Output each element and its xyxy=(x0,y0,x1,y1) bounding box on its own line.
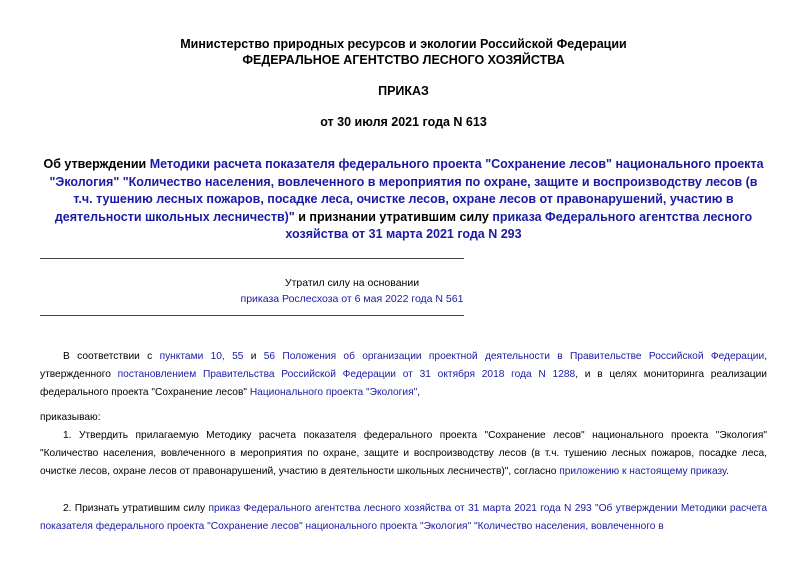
repealed-order-293-link[interactable]: приказ Федерального агентства лесного хозяйства от 31 марта 2021 года N 293 "Об утверждении Методики расчета показателя федерального проекта "Сохранение лесов" национального проекта "Экология" "Количество населения, вовлеченного в xyxy=(40,503,767,533)
document-title xyxy=(40,156,767,244)
methodology-link[interactable]: Методики расчета показателя федерального проекта "Сохранение лесов" национального проекта "Экология" "Количество населения, вовлеченного в мероприятия по охране, защите и воспроизводству лесов (в т.ч. тушению лесных пожаров, посадке леса, очистке лесов, охране лесов от правонарушений, участию в деятельности школьных лесничеств)" xyxy=(49,157,764,224)
national-project-link[interactable]: Национального проекта "Экология" xyxy=(249,387,418,399)
order-word: приказываю: xyxy=(40,412,101,423)
regulation-link[interactable]: 56 Положения об организации проектной деятельности в Правительстве Российской Федерации xyxy=(263,351,765,362)
status-note-text: Утратил силу на основании xyxy=(284,277,420,289)
ministry-name: Министерство природных ресурсов и экологии Российской Федерации xyxy=(180,37,627,51)
preamble-text-4: , и в целях мониторинга реализации федерального проекта "Сохранение лесов" xyxy=(40,369,767,399)
preamble-text-5: , xyxy=(417,387,421,399)
item-1-end: . xyxy=(726,466,729,478)
preamble-paragraph xyxy=(40,348,767,403)
repeal-order-link[interactable]: приказа Рослесхоза от 6 мая 2022 года N 561 xyxy=(240,293,464,305)
divider-bottom xyxy=(40,315,464,316)
document-date-number: от 30 июля 2021 года N 613 xyxy=(320,115,487,129)
decree-1288-link[interactable]: постановлением Правительства Российской Федерации от 31 октября 2018 года N 1288 xyxy=(117,369,576,381)
order-293-link[interactable]: приказа Федерального агентства лесного хозяйства от 31 марта 2021 года N 293 xyxy=(285,209,753,241)
item-1-text: 1. Утвердить прилагаемую Методику расчета показателя федерального проекта "Сохранение лесов" национального проекта "Экология" "Количество населения, вовлеченного в мероприятия по охране, защите и воспроизводству лесов (в т.ч. тушению лесных пожаров, посадке леса, очистке лесов, охране лесов от правонарушений, участию в деятельности школьных лесничеств)", согласно xyxy=(40,430,767,478)
preamble-text-2: и xyxy=(243,351,264,362)
document-type: ПРИКАЗ xyxy=(378,84,429,98)
status-note xyxy=(140,292,564,306)
preamble-text-1: В соответствии с xyxy=(63,351,160,362)
agency-name: ФЕДЕРАЛЬНОЕ АГЕНТСТВО ЛЕСНОГО ХОЗЯЙСТВА xyxy=(242,53,565,67)
divider-top xyxy=(40,258,464,259)
appendix-link[interactable]: приложению к настоящему приказу xyxy=(559,466,727,478)
title-middle: и признании утратившим силу xyxy=(294,209,493,224)
points-link[interactable]: пунктами 10, 55 xyxy=(159,351,244,362)
item-2-paragraph xyxy=(40,500,767,536)
preamble-text-3: , утвержденного xyxy=(40,351,768,381)
item-2-text: 2. Признать утратившим силу xyxy=(63,503,209,514)
title-prefix: Об утверждении xyxy=(43,157,150,171)
item-1-paragraph xyxy=(40,427,767,482)
